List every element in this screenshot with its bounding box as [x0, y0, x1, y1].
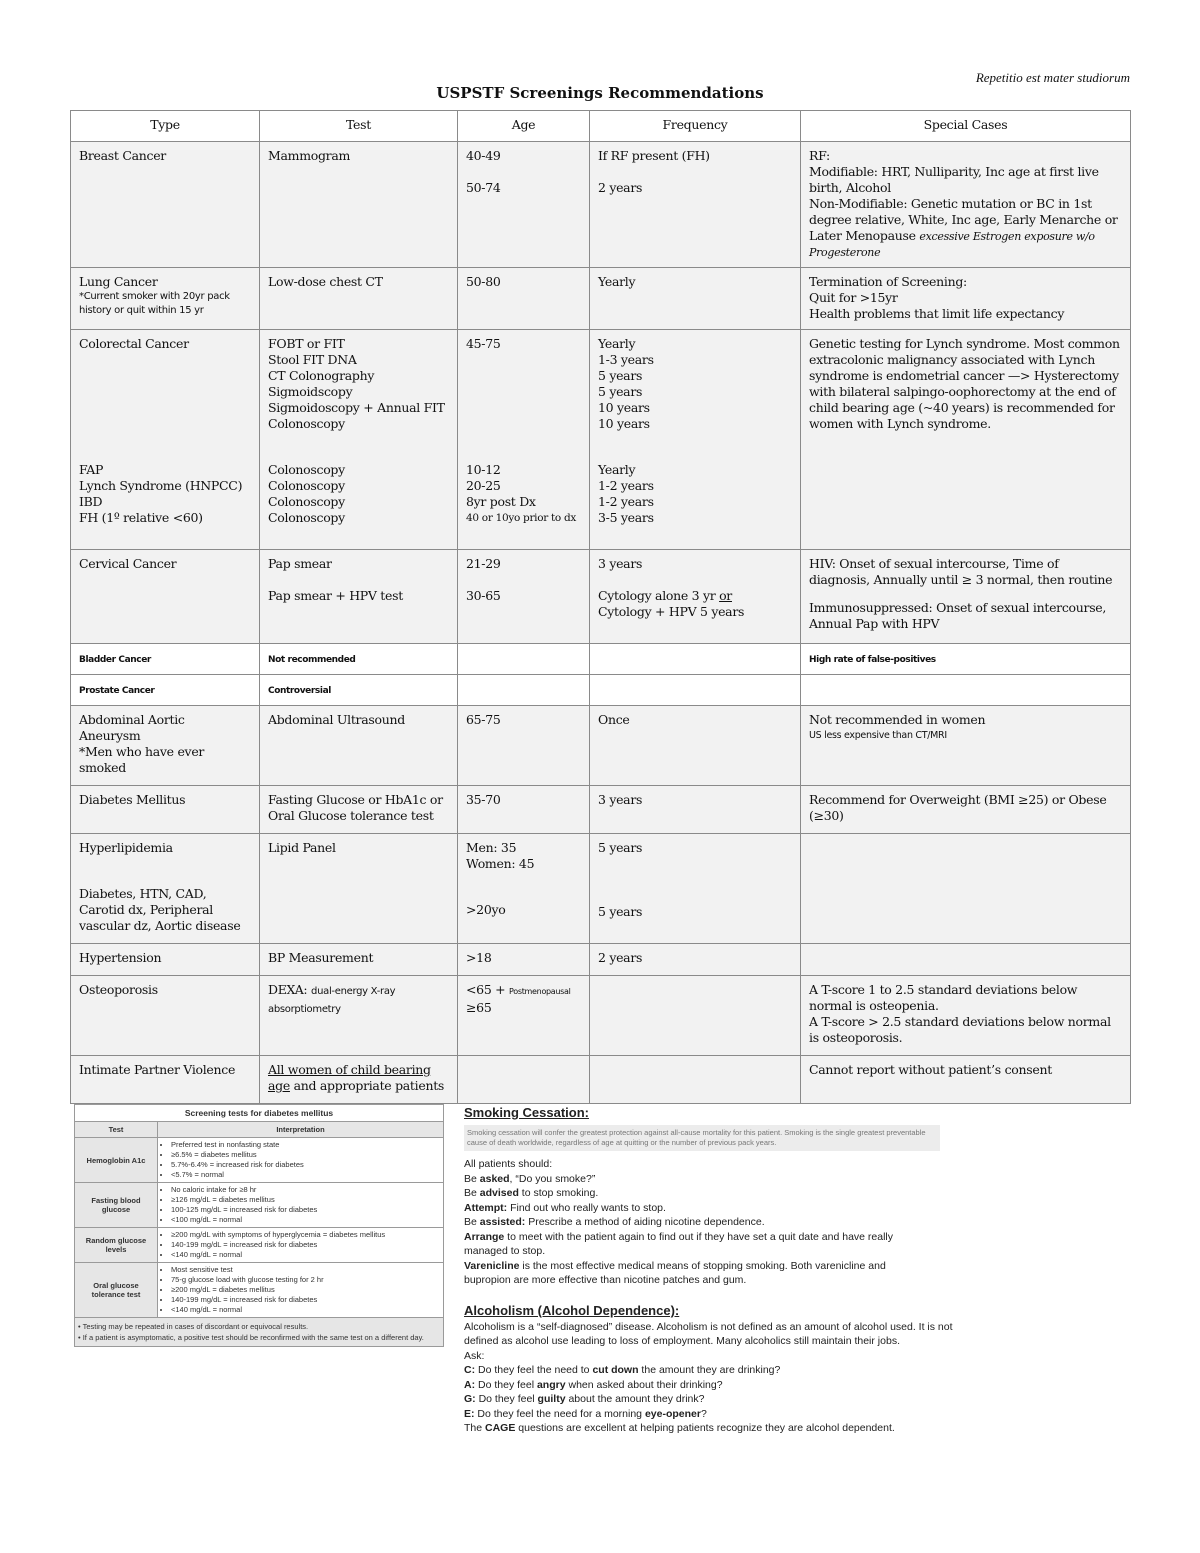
- cell-type: [71, 268, 260, 330]
- test-name: Sigmoidoscopy + Annual FIT: [268, 400, 445, 415]
- dm-footnotes: [75, 1318, 443, 1346]
- cell-age: [458, 944, 590, 976]
- table-row: [75, 1263, 443, 1318]
- footnote: • If a patient is asymptomatic, a positive test should be reconfirmed with the same test on a different day.: [78, 1333, 424, 1342]
- age-value: >20yo: [466, 902, 506, 917]
- special-line: Modifiable: HRT, Nulliparity, Inc age at first live: [809, 164, 1099, 179]
- test-name: and appropriate patients: [289, 1078, 445, 1093]
- special-line: Not recommended in women: [809, 712, 986, 727]
- special-line: Health problems that limit life expectancy: [809, 306, 1065, 321]
- list-item: • Most sensitive test: [171, 1265, 440, 1275]
- cell-test: [260, 550, 458, 644]
- special-line: Quit for >15yr: [809, 290, 898, 305]
- row-label: Diabetes, HTN, CAD,: [79, 886, 207, 901]
- cell-type: [71, 944, 260, 976]
- special-line: diagnosis, Annually until ≥ 3 normal, then routine: [809, 572, 1113, 587]
- cage-g: G: Do they feel guilty about the amount they drink?: [464, 1393, 705, 1405]
- cell-test: [260, 644, 458, 675]
- age-value: 45-75: [466, 336, 501, 351]
- row-label: Cervical Cancer: [79, 556, 177, 571]
- smoking-intro: Smoking cessation will confer the greatest protection against all-cause mortality for this patient. Smoking is the single greatest preventable cause of death worldwide, regardless of age at quitting or the number of previous pack years.: [464, 1125, 940, 1151]
- row-label: Lynch Syndrome (HNPCC): [79, 478, 243, 493]
- cell-special: [801, 706, 1131, 786]
- list-item: • ≥6.5% = diabetes mellitus: [171, 1150, 440, 1160]
- cell-frequency: [590, 706, 801, 786]
- row-label: Aneurysm: [79, 728, 141, 743]
- table-row: [71, 944, 1131, 976]
- special-line: A T-score 1 to 2.5 standard deviations below: [809, 982, 1078, 997]
- cell-type: [71, 142, 260, 268]
- cell-test: [260, 142, 458, 268]
- table-row: [75, 1228, 443, 1263]
- table-row: [71, 834, 1131, 944]
- age-value: 30-65: [466, 588, 501, 603]
- smoking-arrange: Arrange to meet with the patient again to find out if they have set a quit date and have really managed to stop.: [464, 1230, 894, 1257]
- cell-special: [801, 944, 1131, 976]
- row-label: Prostate Cancer: [79, 686, 155, 696]
- cell-special: [801, 834, 1131, 944]
- age-value: 35-70: [466, 792, 501, 807]
- row-label: FAP: [79, 462, 104, 477]
- cell-frequency: [590, 786, 801, 834]
- cell-test: [260, 786, 458, 834]
- test-name: FOBT or FIT: [268, 336, 345, 351]
- dm-test-name: Fasting blood glucose: [75, 1183, 158, 1228]
- cell-frequency: [590, 976, 801, 1056]
- frequency-value: Yearly: [598, 274, 636, 289]
- header-test: Test: [260, 111, 458, 142]
- frequency-value: Yearly: [598, 462, 636, 477]
- cell-age: [458, 706, 590, 786]
- age-value: 8yr post Dx: [466, 494, 536, 509]
- cell-special: [801, 142, 1131, 268]
- row-label: Bladder Cancer: [79, 655, 151, 665]
- dm-test-name: Random glucose levels: [75, 1228, 158, 1263]
- special-line: A T-score > 2.5 standard deviations below normal: [809, 1014, 1111, 1029]
- cell-type: [71, 675, 260, 706]
- list-item: • No caloric intake for ≥8 hr: [171, 1185, 440, 1195]
- cell-frequency: [590, 834, 801, 944]
- smoking-varenicline: Varenicline is the most effective medical means of stopping smoking. Both varenicline and bupropion are more effective than nicotine patches and gum.: [464, 1259, 886, 1286]
- frequency-value: Cytology + HPV 5 years: [598, 604, 745, 619]
- special-line: degree relative, White, Inc age, Early Menarche or: [809, 212, 1118, 227]
- alcohol-ask: Ask:: [464, 1349, 485, 1362]
- test-name: Stool FIT DNA: [268, 352, 357, 367]
- header-special-cases: Special Cases: [801, 111, 1131, 142]
- cell-test: [260, 976, 458, 1056]
- cell-age: [458, 644, 590, 675]
- special-line: Recommend for Overweight (BMI ≥25) or Obese: [809, 792, 1107, 807]
- smoking-all: All patients should:: [464, 1158, 553, 1170]
- special-line: with bilateral salpingo-oophorectomy at the end of: [809, 384, 1116, 399]
- cell-frequency: [590, 268, 801, 330]
- cell-type: [71, 330, 260, 550]
- cell-age: [458, 330, 590, 550]
- smoking-assist: Be assisted: Prescribe a method of aiding nicotine dependence.: [464, 1216, 765, 1228]
- frequency-value: 1-2 years: [598, 478, 654, 493]
- frequency-value: 1-3 years: [598, 352, 654, 367]
- row-label: smoked: [79, 760, 126, 775]
- age-value: 21-29: [466, 556, 501, 571]
- age-value: <65 +: [466, 982, 506, 997]
- cell-age: [458, 786, 590, 834]
- table-row: [71, 786, 1131, 834]
- alcohol-heading: Alcoholism (Alcohol Dependence):: [464, 1302, 680, 1318]
- test-name: Low-dose chest CT: [268, 274, 383, 289]
- cell-test: [260, 834, 458, 944]
- special-note: US less expensive than CT/MRI: [809, 730, 947, 741]
- frequency-value: 3-5 years: [598, 510, 654, 525]
- cell-type: [71, 786, 260, 834]
- row-label: Intimate Partner Violence: [79, 1062, 236, 1077]
- age-value: >18: [466, 950, 492, 965]
- smoking-ask: Be asked, “Do you smoke?”: [464, 1172, 596, 1185]
- cell-type: [71, 976, 260, 1056]
- list-item: • 5.7%-6.4% = increased risk for diabetes: [171, 1160, 440, 1170]
- list-item: • 100-125 mg/dL = increased risk for diabetes: [171, 1205, 440, 1215]
- cell-frequency: [590, 1056, 801, 1104]
- table-row: [75, 1138, 443, 1183]
- smoking-attempt: Attempt: Find out who really wants to stop.: [464, 1201, 666, 1214]
- cell-type: [71, 1056, 260, 1104]
- test-name: CT Colonography: [268, 368, 375, 383]
- cell-test: [260, 675, 458, 706]
- cage-e: E: Do they feel the need for a morning eye-opener?: [464, 1407, 707, 1420]
- list-item: • <100 mg/dL = normal: [171, 1215, 440, 1225]
- row-label: Carotid dx, Peripheral: [79, 902, 214, 917]
- row-label: Lung Cancer: [79, 274, 158, 289]
- row-label: Colorectal Cancer: [79, 336, 189, 351]
- row-label: FH (1º relative <60): [79, 510, 203, 525]
- test-name: Colonoscopy: [268, 416, 345, 431]
- row-label: Hypertension: [79, 950, 162, 965]
- table-row: [75, 1183, 443, 1228]
- cell-type: [71, 644, 260, 675]
- list-item: • ≥200 mg/dL with symptoms of hyperglycemia = diabetes mellitus: [171, 1230, 440, 1240]
- test-name: Mammogram: [268, 148, 351, 163]
- frequency-value: 5 years: [598, 368, 643, 383]
- row-label: Osteoporosis: [79, 982, 158, 997]
- alcohol-description: Alcoholism is a “self-diagnosed” disease. Alcoholism is not defined as an amount of alcohol used. It is not defined as alcohol use leading to loss of employment. Many alcoholics still maintain their jobs.: [464, 1320, 953, 1347]
- frequency-value: 5 years: [598, 840, 643, 855]
- table-row: [71, 675, 1131, 706]
- cell-special: [801, 330, 1131, 550]
- test-name: Controversial: [268, 686, 331, 696]
- cell-test: [260, 1056, 458, 1104]
- cell-frequency: [590, 944, 801, 976]
- cage-summary: The CAGE questions are excellent at helping patients recognize they are alcohol dependent.: [464, 1422, 895, 1434]
- row-label: Diabetes Mellitus: [79, 792, 186, 807]
- row-label: Hyperlipidemia: [79, 840, 173, 855]
- frequency-value: 5 years: [598, 904, 643, 919]
- row-label: vascular dz, Aortic disease: [79, 918, 241, 933]
- dm-test-name: Oral glucose tolerance test: [75, 1263, 158, 1318]
- cell-special: [801, 675, 1131, 706]
- header-frequency: Frequency: [590, 111, 801, 142]
- frequency-value: Cytology alone 3 yr: [598, 588, 720, 603]
- special-line: (≥30): [809, 808, 844, 823]
- cell-frequency: [590, 675, 801, 706]
- table-row: [71, 268, 1131, 330]
- row-label: *Men who have ever: [79, 744, 205, 759]
- age-value: 50-74: [466, 180, 501, 195]
- cell-special: [801, 268, 1131, 330]
- row-label: Breast Cancer: [79, 148, 166, 163]
- table-row: [71, 330, 1131, 550]
- table-header-row: [71, 111, 1131, 142]
- list-item: • 75-g glucose load with glucose testing for 2 hr: [171, 1275, 440, 1285]
- frequency-value: 3 years: [598, 792, 643, 807]
- frequency-value: 2 years: [598, 950, 643, 965]
- cell-special: [801, 550, 1131, 644]
- special-line: Later Menopause: [809, 228, 916, 243]
- cell-special: [801, 644, 1131, 675]
- frequency-value: Yearly: [598, 336, 636, 351]
- list-item: • Preferred test in nonfasting state: [171, 1140, 440, 1150]
- frequency-value: 2 years: [598, 180, 643, 195]
- cell-frequency: [590, 550, 801, 644]
- test-name: Lipid Panel: [268, 840, 336, 855]
- special-line: birth, Alcohol: [809, 180, 891, 195]
- list-item: • <140 mg/dL = normal: [171, 1250, 440, 1260]
- dm-header-test: Test: [75, 1122, 158, 1138]
- frequency-value: 10 years: [598, 400, 650, 415]
- cell-type: [71, 706, 260, 786]
- age-note: Postmenopausal: [509, 987, 571, 996]
- cell-age: [458, 675, 590, 706]
- cell-test: [260, 268, 458, 330]
- test-name: Abdominal Ultrasound: [268, 712, 405, 727]
- frequency-value: 5 years: [598, 384, 643, 399]
- frequency-value: 3 years: [598, 556, 643, 571]
- list-item: • <140 mg/dL = normal: [171, 1305, 440, 1315]
- age-value: Women: 45: [466, 856, 535, 871]
- special-line: Immunosuppressed: Onset of sexual intercourse,: [809, 600, 1107, 615]
- special-line: Non-Modifiable: Genetic mutation or BC in 1st: [809, 196, 1092, 211]
- cell-age: [458, 1056, 590, 1104]
- diabetes-table-title: Screening tests for diabetes mellitus: [75, 1105, 443, 1122]
- test-name: Pap smear: [268, 556, 332, 571]
- special-line: Termination of Screening:: [809, 274, 967, 289]
- table-row: [71, 142, 1131, 268]
- cell-age: [458, 976, 590, 1056]
- test-name: Colonoscopy: [268, 494, 345, 509]
- frequency-value: 1-2 years: [598, 494, 654, 509]
- special-line: High rate of false-positives: [809, 655, 936, 665]
- age-value: 10-12: [466, 462, 501, 477]
- age-value: 40 or 10yo prior to dx: [466, 512, 577, 524]
- cell-special: [801, 976, 1131, 1056]
- test-name: Not recommended: [268, 655, 356, 665]
- cell-test: [260, 330, 458, 550]
- cell-age: [458, 142, 590, 268]
- frequency-value: 10 years: [598, 416, 650, 431]
- cage-a: A: Do they feel angry when asked about their drinking?: [464, 1378, 723, 1391]
- test-name: Sigmoidscopy: [268, 384, 353, 399]
- page-title: USPSTF Screenings Recommendations: [436, 84, 764, 102]
- special-italic: excessive Estrogen exposure w/o: [919, 230, 1095, 243]
- header-age: Age: [458, 111, 590, 142]
- special-line: HIV: Onset of sexual intercourse, Time of: [809, 556, 1059, 571]
- test-name: Fasting Glucose or HbA1c or: [268, 792, 443, 807]
- cell-type: [71, 550, 260, 644]
- test-name: Colonoscopy: [268, 462, 345, 477]
- test-name: DEXA:: [268, 982, 308, 997]
- list-item: • ≥200 mg/dL = diabetes mellitus: [171, 1285, 440, 1295]
- special-line: extracolonic malignancy associated with Lynch: [809, 352, 1096, 367]
- frequency-value: If RF present (FH): [598, 148, 710, 163]
- cell-test: [260, 706, 458, 786]
- cell-age: [458, 268, 590, 330]
- age-value: 20-25: [466, 478, 501, 493]
- smoking-advise: Be advised to stop smoking.: [464, 1187, 599, 1199]
- special-line: RF:: [809, 148, 830, 163]
- age-value: Men: 35: [466, 840, 517, 855]
- test-name: Pap smear + HPV test: [268, 588, 403, 603]
- frequency-or: or: [719, 588, 732, 603]
- list-item: • 140-199 mg/dL = increased risk for diabetes: [171, 1295, 440, 1305]
- frequency-value: Once: [598, 712, 630, 727]
- cell-type: [71, 834, 260, 944]
- cage-c: C: Do they feel the need to cut down the amount they are drinking?: [464, 1364, 781, 1376]
- special-line: women with Lynch syndrome.: [809, 416, 991, 431]
- cell-frequency: [590, 330, 801, 550]
- age-value: 65-75: [466, 712, 501, 727]
- row-label: Abdominal Aortic: [79, 712, 185, 727]
- row-label: IBD: [79, 494, 103, 509]
- motto: Repetitio est mater studiorum: [975, 70, 1130, 85]
- special-line: normal is osteopenia.: [809, 998, 939, 1013]
- list-item: • ≥126 mg/dL = diabetes mellitus: [171, 1195, 440, 1205]
- dm-test-name: Hemoglobin A1c: [75, 1138, 158, 1183]
- table-row: [71, 976, 1131, 1056]
- test-name: Colonoscopy: [268, 510, 345, 525]
- age-value: 50-80: [466, 274, 501, 289]
- list-item: • <5.7% = normal: [171, 1170, 440, 1180]
- test-note: dual-energy X-ray absorptiometry: [268, 986, 396, 1015]
- table-row: [71, 1056, 1131, 1104]
- special-line: child bearing age (~40 years) is recommended for: [809, 400, 1115, 415]
- row-note: *Current smoker with 20yr pack history or quit within 15 yr: [79, 291, 230, 316]
- cell-frequency: [590, 644, 801, 675]
- test-name: age: [268, 1078, 290, 1093]
- age-value: ≥65: [466, 1000, 492, 1015]
- table-row: [71, 706, 1131, 786]
- footnote: • Testing may be repeated in cases of discordant or equivocal results.: [78, 1322, 309, 1331]
- test-name: All women of child bearing: [268, 1062, 431, 1077]
- special-line: is osteoporosis.: [809, 1030, 903, 1045]
- header-type: Type: [71, 111, 260, 142]
- test-name: BP Measurement: [268, 950, 374, 965]
- smoking-heading: Smoking Cessation:: [464, 1105, 589, 1120]
- dm-header-interpretation: Interpretation: [158, 1122, 444, 1138]
- cell-age: [458, 834, 590, 944]
- notes-column: [464, 1104, 1004, 1436]
- cell-test: [260, 944, 458, 976]
- test-name: Colonoscopy: [268, 478, 345, 493]
- age-value: 40-49: [466, 148, 501, 163]
- special-line: Cannot report without patient’s consent: [809, 1062, 1052, 1077]
- cell-frequency: [590, 142, 801, 268]
- screening-table: [70, 110, 1131, 1104]
- special-line: Genetic testing for Lynch syndrome. Most common: [809, 336, 1120, 351]
- table-row: [71, 550, 1131, 644]
- special-line: syndrome is endometrial cancer —> Hysterectomy: [809, 368, 1119, 383]
- list-item: • 140-199 mg/dL = increased risk for diabetes: [171, 1240, 440, 1250]
- table-row: [71, 644, 1131, 675]
- cell-age: [458, 550, 590, 644]
- cell-special: [801, 1056, 1131, 1104]
- diabetes-screening-table: [74, 1104, 444, 1347]
- special-line: Annual Pap with HPV: [809, 616, 940, 631]
- special-italic: Progesterone: [809, 246, 881, 259]
- cell-special: [801, 786, 1131, 834]
- test-name: Oral Glucose tolerance test: [268, 808, 434, 823]
